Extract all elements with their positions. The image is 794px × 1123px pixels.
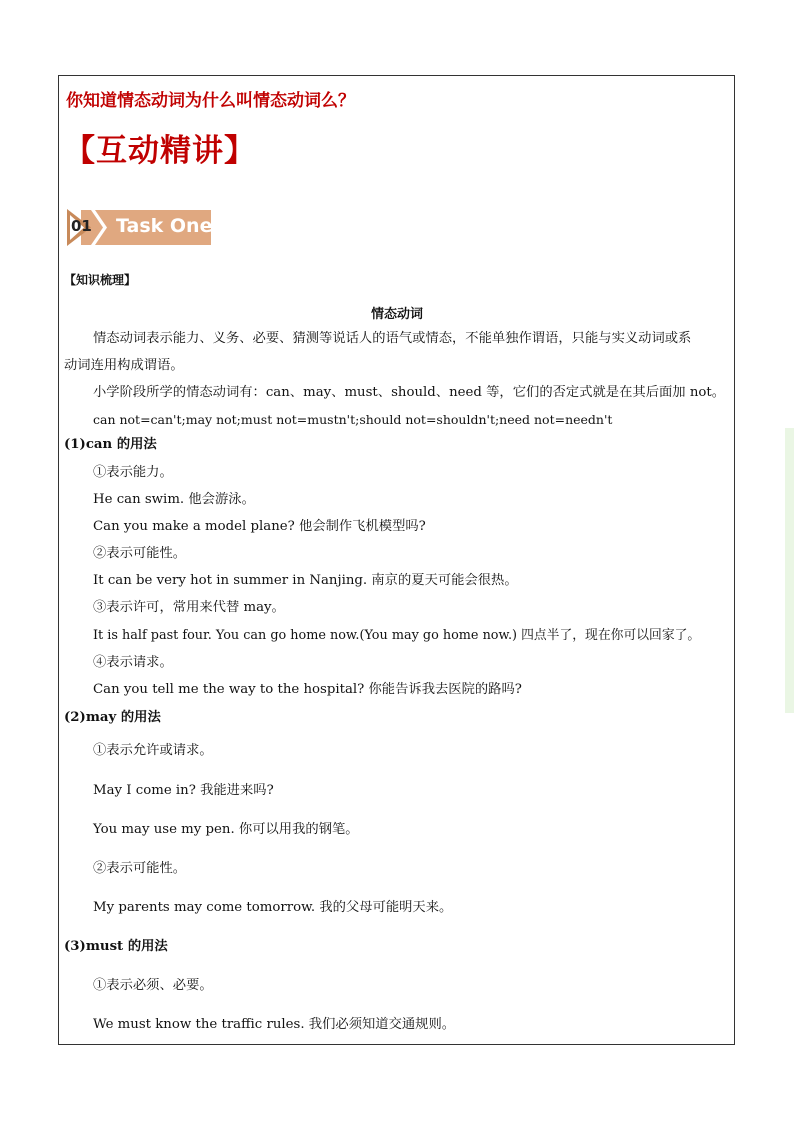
- may-item: You may use my pen. 你可以用我的钢笔。: [93, 822, 359, 837]
- intro-line-1: 情态动词表示能力、义务、必要、猜测等说话人的语气或情态，不能单独作谓语，只能与实义动词或系: [93, 331, 692, 346]
- must-heading: (3)must 的用法: [64, 939, 168, 954]
- can-item: ④表示请求。: [93, 655, 173, 670]
- can-item: ③表示许可，常用来代替 may。: [93, 600, 285, 615]
- task-label: Task One: [116, 215, 213, 237]
- question-heading: 你知道情态动词为什么叫情态动词么？: [66, 91, 355, 111]
- may-item: ①表示允许或请求。: [93, 743, 213, 758]
- can-heading: (1)can 的用法: [64, 437, 157, 452]
- may-item: ②表示可能性。: [93, 861, 187, 876]
- side-scroll-strip: [785, 428, 794, 713]
- can-item: ①表示能力。: [93, 465, 173, 480]
- can-item: It is half past four. You can go home now.(You may go home now.) 四点半了，现在你可以回家了。: [93, 628, 701, 643]
- can-item: Can you make a model plane? 他会制作飞机模型吗?: [93, 519, 426, 534]
- can-item: He can swim. 他会游泳。: [93, 492, 255, 507]
- can-item: It can be very hot in summer in Nanjing. 南京的夏天可能会很热。: [93, 573, 518, 588]
- can-item: ②表示可能性。: [93, 546, 187, 561]
- must-item: We must know the traffic rules. 我们必须知道交通规则。: [93, 1017, 456, 1032]
- intro-line-3: 小学阶段所学的情态动词有：can、may、must、should、need 等，它们的否定式就是在其后面加 not。: [93, 385, 726, 400]
- section-title: 【互动精讲】: [64, 133, 256, 169]
- must-item: ①表示必须、必要。: [93, 978, 213, 993]
- topic-title: 情态动词: [370, 307, 423, 322]
- can-item: Can you tell me the way to the hospital? 你能告诉我去医院的路吗?: [93, 682, 522, 697]
- knowledge-header: 【知识梳理】: [64, 273, 137, 287]
- may-item: My parents may come tomorrow. 我的父母可能明天来。: [93, 900, 453, 915]
- intro-line-4: can not=can't;may not;must not=mustn't;should not=shouldn't;need not=needn't: [93, 412, 613, 427]
- may-item: May I come in? 我能进来吗?: [93, 783, 274, 798]
- may-heading: (2)may 的用法: [64, 710, 161, 725]
- task-number: 01: [71, 217, 92, 235]
- intro-line-2: 动词连用构成谓语。: [64, 358, 184, 373]
